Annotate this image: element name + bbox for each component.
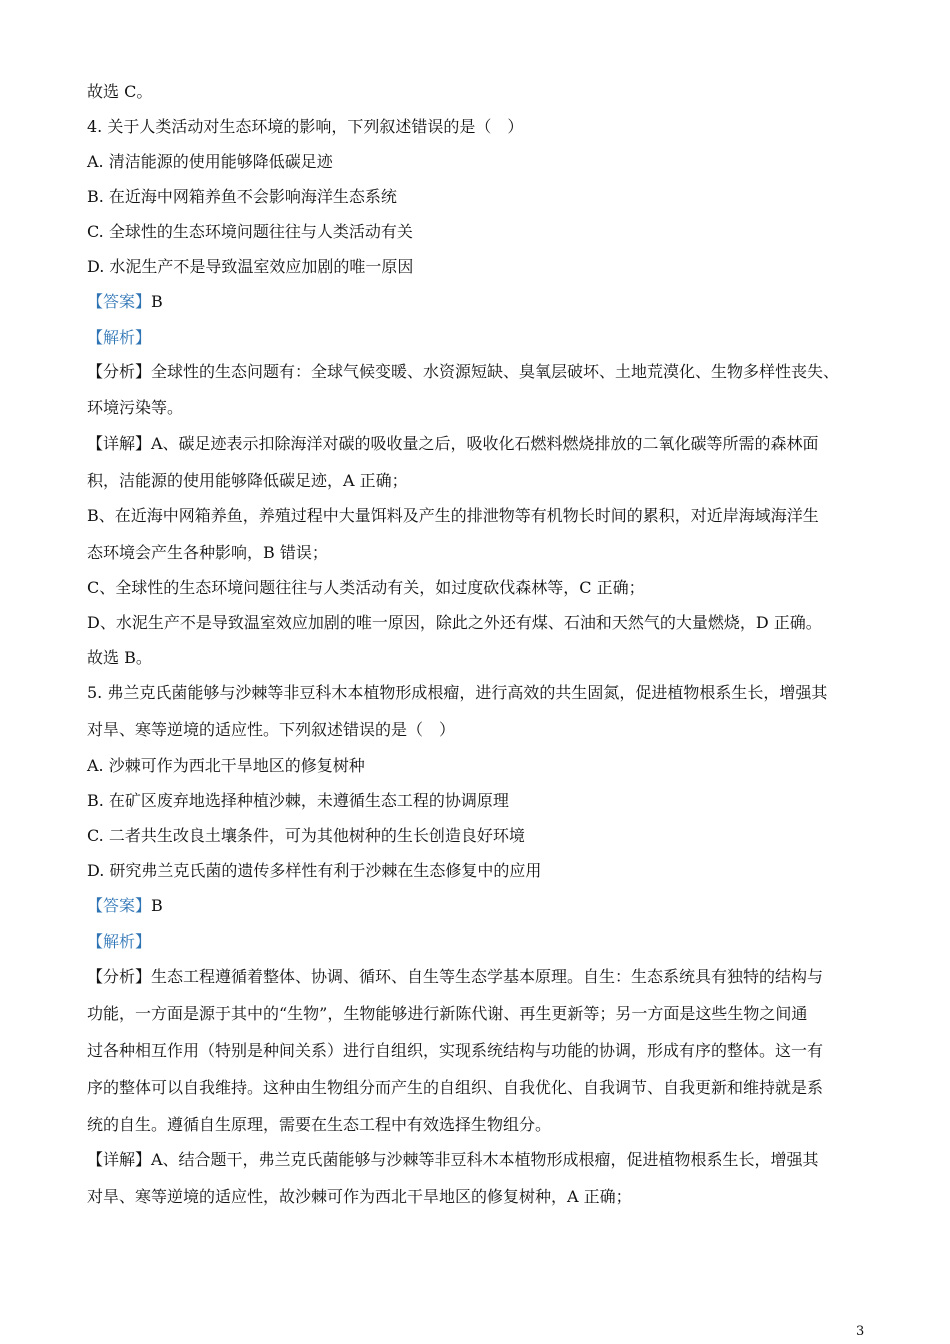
text-line xyxy=(87,896,163,916)
line-text: 故选 C。 xyxy=(87,82,153,101)
line-text: B xyxy=(151,896,163,915)
line-text: 5. 弗兰克氏菌能够与沙棘等非豆科木本植物形成根瘤，进行高效的共生固氮，促进植物根系生长，增强其 xyxy=(87,683,828,702)
text-line xyxy=(87,720,455,740)
text-line xyxy=(87,932,151,952)
line-text: 故选 B。 xyxy=(87,648,152,667)
text-line xyxy=(87,648,152,668)
text-line xyxy=(87,471,408,491)
line-text: 【分析】全球性的生态问题有：全球气候变暖、水资源短缺、臭氧层破坏、土地荒漠化、生物多样性丧失、 xyxy=(87,362,840,381)
text-line xyxy=(87,292,163,312)
section-label: 【答案】 xyxy=(87,896,152,915)
line-text: C、全球性的生态环境问题往往与人类活动有关，如过度砍伐森林等，C 正确； xyxy=(87,578,645,597)
text-line xyxy=(87,1078,823,1098)
line-text: B、在近海中网箱养鱼，养殖过程中大量饵料及产生的排泄物等有机物长时间的累积，对近岸海域海洋生 xyxy=(87,506,819,525)
line-text: C. 二者共生改良土壤条件，可为其他树种的生长创造良好环境 xyxy=(87,826,525,845)
text-line xyxy=(87,434,819,454)
text-line xyxy=(87,756,365,776)
line-text: 【详解】A、结合题干，弗兰克氏菌能够与沙棘等非豆科木本植物形成根瘤，促进植物根系生长，增强其 xyxy=(87,1150,819,1169)
line-text: 态环境会产生各种影响，B 错误； xyxy=(87,543,328,562)
text-line xyxy=(87,543,328,563)
line-text: A. 沙棘可作为西北干旱地区的修复树种 xyxy=(87,756,365,775)
text-line xyxy=(87,257,413,277)
text-line xyxy=(87,613,822,633)
text-line xyxy=(87,967,823,987)
section-label: 【答案】 xyxy=(87,292,152,311)
text-line xyxy=(87,398,183,418)
text-line xyxy=(87,578,645,598)
line-text: B. 在近海中网箱养鱼不会影响海洋生态系统 xyxy=(87,187,397,206)
line-text: 4. 关于人类活动对生态环境的影响，下列叙述错误的是（ ） xyxy=(87,117,524,136)
line-text: A. 清洁能源的使用能够降低碳足迹 xyxy=(87,152,333,171)
section-label: 【解析】 xyxy=(87,328,152,347)
line-text: 对旱、寒等逆境的适应性，故沙棘可作为西北干旱地区的修复树种，A 正确； xyxy=(87,1187,632,1206)
text-line xyxy=(87,328,151,348)
line-text: 过各种相互作用（特别是种间关系）进行自组织，实现系统结构与功能的协调，形成有序的整体。这一有 xyxy=(87,1041,824,1060)
text-line xyxy=(87,861,541,881)
text-line xyxy=(87,82,152,102)
text-line xyxy=(87,1041,823,1061)
line-text: 对旱、寒等逆境的适应性。下列叙述错误的是（ ） xyxy=(87,720,456,739)
text-line xyxy=(87,362,839,382)
text-line xyxy=(87,506,819,526)
text-line xyxy=(87,187,397,207)
text-line xyxy=(87,1150,819,1170)
text-line xyxy=(87,1187,632,1207)
text-line xyxy=(87,1004,807,1024)
line-text: 环境污染等。 xyxy=(87,398,184,417)
section-label: 【解析】 xyxy=(87,932,152,951)
text-line xyxy=(87,683,827,703)
line-text: 功能，一方面是源于其中的“生物”，生物能够进行新陈代谢、再生更新等；另一方面是这些生物之间通 xyxy=(87,1004,808,1023)
line-text: D、水泥生产不是导致温室效应加剧的唯一原因，除此之外还有煤、石油和天然气的大量燃烧，D 正确。 xyxy=(87,613,822,632)
line-text: C. 全球性的生态环境问题往往与人类活动有关 xyxy=(87,222,413,241)
text-line xyxy=(87,117,523,137)
line-text: B xyxy=(151,292,163,311)
text-line xyxy=(87,222,413,242)
line-text: 统的自生。遵循自生原理，需要在生态工程中有效选择生物组分。 xyxy=(87,1115,552,1134)
text-line xyxy=(87,1115,551,1135)
text-line xyxy=(87,791,509,811)
line-text: 积，洁能源的使用能够降低碳足迹，A 正确； xyxy=(87,471,408,490)
line-text: D. 水泥生产不是导致温室效应加剧的唯一原因 xyxy=(87,257,414,276)
line-text: D. 研究弗兰克氏菌的遗传多样性有利于沙棘在生态修复中的应用 xyxy=(87,861,542,880)
line-text: B. 在矿区废弃地选择种植沙棘，未遵循生态工程的协调原理 xyxy=(87,791,509,810)
line-text: 序的整体可以自我维持。这种由生物组分而产生的自组织、自我优化、自我调节、自我更新和维持就是系 xyxy=(87,1078,824,1097)
line-text: 【详解】A、碳足迹表示扣除海洋对碳的吸收量之后，吸收化石燃料燃烧排放的二氧化碳等所需的森林面 xyxy=(87,434,819,453)
page-number: 3 xyxy=(856,1324,865,1339)
text-line xyxy=(87,152,333,172)
text-line xyxy=(87,826,525,846)
line-text: 【分析】生态工程遵循着整体、协调、循环、自生等生态学基本原理。自生：生态系统具有独特的结构与 xyxy=(87,967,824,986)
